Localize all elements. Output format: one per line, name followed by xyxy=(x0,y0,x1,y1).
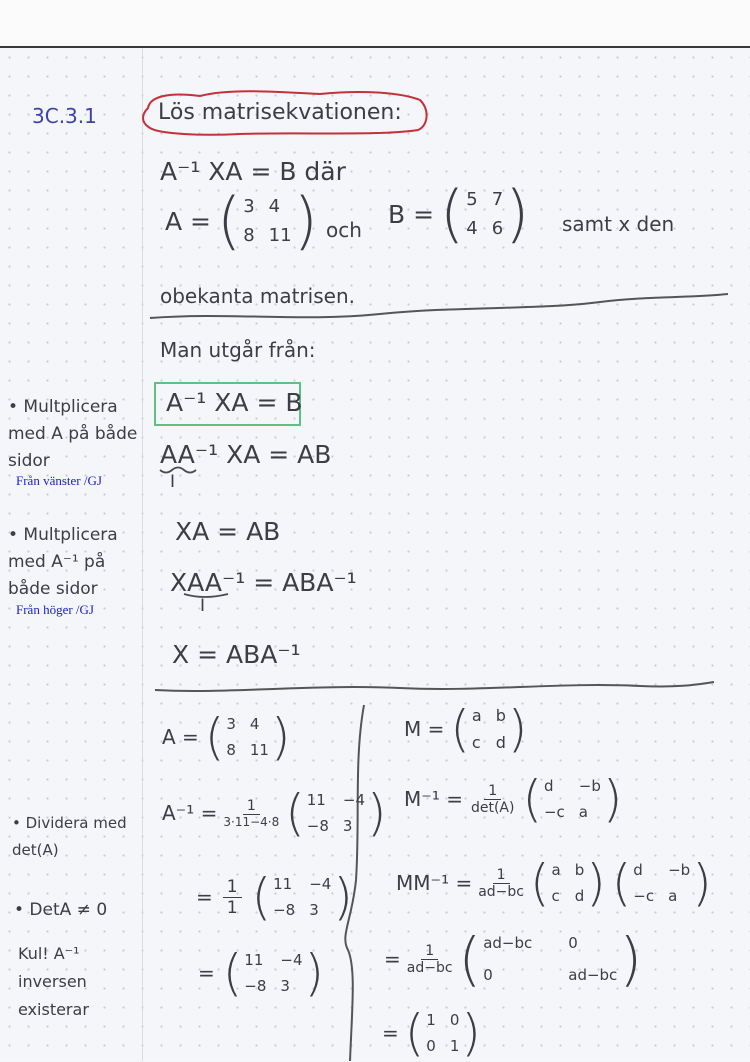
mm-label: MM⁻¹ = xyxy=(396,871,473,895)
matrix-cell: 1 xyxy=(449,1037,460,1055)
matrix-cell: −4 xyxy=(280,951,303,969)
fraction xyxy=(223,798,279,829)
matrix-cell: 4 xyxy=(466,218,478,239)
matrix-adjugate: ( d −b −c a ) xyxy=(611,854,712,912)
typed-note-right: Från höger /GJ xyxy=(16,602,94,617)
numerator: 1 xyxy=(493,867,510,884)
matrix-cell: 3 xyxy=(243,196,255,217)
note-multiply-ainv: • Multplicera med A⁻¹ på både sidor xyxy=(8,525,118,599)
och-text: och xyxy=(326,218,362,242)
equals-sign: = xyxy=(198,961,215,985)
matrix-cell: 0 xyxy=(568,934,578,952)
b-label: B = xyxy=(388,199,435,229)
matrix-cell: −b xyxy=(578,777,601,795)
matrix-cell: d xyxy=(574,887,585,905)
matrix-cell: ad−bc xyxy=(483,934,533,952)
matrix-cell: 8 xyxy=(226,741,236,759)
denominator: ad−bc xyxy=(406,959,453,976)
fraction xyxy=(407,943,453,976)
matrix-cell: a xyxy=(471,706,482,725)
matrix-cell: 3 xyxy=(226,715,236,733)
matrix-cell: 3 xyxy=(280,977,290,995)
m-definition xyxy=(404,700,528,758)
matrix-cell: 5 xyxy=(466,189,478,210)
matrix-cell: ad−bc xyxy=(568,966,618,984)
matrix-cell: d xyxy=(495,733,506,752)
note-multiply-a: • Multplicera med A på både sidor xyxy=(8,397,138,471)
matrix-adjugate: ( 11 −4 −8 3 ) xyxy=(251,868,353,926)
identity-label: I xyxy=(200,596,206,616)
matrix-cell: 4 xyxy=(268,196,281,217)
matrix-cell: −c xyxy=(633,887,655,905)
matrix-cell: 0 xyxy=(483,966,493,984)
step3-equation: XAA⁻¹ = ABA⁻¹ xyxy=(170,568,357,597)
matrix-cell: 0 xyxy=(449,1011,460,1029)
matrix-cell: a xyxy=(668,887,678,905)
matrix-cell: 3 xyxy=(309,901,319,919)
matrix-cell: c xyxy=(471,733,481,752)
matrix-adjugate: ( 11 −4 −8 3 ) xyxy=(285,784,387,842)
a-label: A = xyxy=(162,725,199,749)
matrix-cell: 11 xyxy=(306,791,326,809)
equals-sign: = xyxy=(196,885,213,909)
ainv-label: A⁻¹ = xyxy=(162,801,218,825)
problem-title: Lös matrisekvationen: xyxy=(158,100,402,125)
lower-a-definition xyxy=(162,708,291,766)
matrix-cell: b xyxy=(574,861,585,879)
step1-equation: AA⁻¹ XA = AB xyxy=(160,440,332,469)
matrix-cell: d xyxy=(543,777,554,795)
matrix-cell: 11 xyxy=(244,951,264,969)
matrix-a: ( 3 4 8 11 ) xyxy=(204,708,291,766)
matrix-cell: 11 xyxy=(249,741,269,759)
matrix-cell: −8 xyxy=(306,817,329,835)
denominator: 1 xyxy=(226,897,238,918)
matrix-cell: 1 xyxy=(426,1011,436,1029)
mm-product xyxy=(396,854,712,912)
denominator: det(A) xyxy=(470,799,515,816)
matrix-cell: −4 xyxy=(342,791,365,809)
note-det: • DetA ≠ 0 xyxy=(14,900,108,920)
matrix-cell: −4 xyxy=(309,875,332,893)
boxed-equation: A⁻¹ XA = B xyxy=(166,388,303,417)
step4-equation: X = ABA⁻¹ xyxy=(172,640,301,669)
matrix-cell: d xyxy=(633,861,643,879)
matrix-cell: 11 xyxy=(273,875,293,893)
matrix-b: ( 5 7 4 6 ) xyxy=(440,177,530,250)
matrix-cell: −c xyxy=(543,803,565,821)
minv-formula xyxy=(404,770,623,828)
note-kul: Kul! A⁻¹ inversen existerar xyxy=(18,944,89,1019)
samt-text: samt x den xyxy=(562,212,675,236)
fraction xyxy=(471,783,515,816)
matrix-det: ( ad−bc 0 0 ad−bc ) xyxy=(458,925,642,993)
fraction xyxy=(478,867,524,900)
matrix-cell: b xyxy=(495,706,506,725)
numerator: 1 xyxy=(223,877,242,898)
step2-equation: XA = AB xyxy=(175,517,281,546)
intro-text: Man utgår från: xyxy=(160,338,316,362)
numerator: 1 xyxy=(243,798,260,815)
note-divide: • Dividera med det(A) xyxy=(12,814,127,859)
matrix-cell: 0 xyxy=(426,1037,436,1055)
matrix-cell: 8 xyxy=(243,225,255,246)
matrix-b-definition xyxy=(388,177,530,250)
matrix-m: ( a b c d ) xyxy=(529,854,606,912)
equation-line: A⁻¹ XA = B där xyxy=(160,157,346,186)
matrix-cell: 7 xyxy=(491,189,504,210)
identity-label: I xyxy=(170,472,176,492)
ainv-simplified xyxy=(196,868,353,926)
matrix-cell: 3 xyxy=(342,817,353,835)
matrix-ainv: ( 11 −4 −8 3 ) xyxy=(222,944,325,1002)
numerator: 1 xyxy=(421,943,438,960)
identity-result xyxy=(382,1004,481,1062)
matrix-m: ( a b c d ) xyxy=(450,700,528,758)
denominator: ad−bc xyxy=(478,883,524,900)
obekanta-text: obekanta matrisen. xyxy=(160,284,355,308)
matrix-cell: −8 xyxy=(244,977,267,995)
matrix-cell: c xyxy=(551,887,560,905)
numerator: 1 xyxy=(484,783,501,800)
equals-sign: = xyxy=(382,1021,399,1045)
fraction xyxy=(223,877,242,918)
matrix-cell: 6 xyxy=(491,218,504,239)
typed-note-left: Från vänster /GJ xyxy=(16,473,102,488)
m-label: M = xyxy=(404,717,445,741)
matrix-a-definition xyxy=(165,184,318,257)
ainv-computation xyxy=(162,784,387,842)
identity-matrix: ( 1 0 0 1 ) xyxy=(404,1004,481,1062)
matrix-a: ( 3 4 8 11 ) xyxy=(217,184,318,257)
equals-sign: = xyxy=(384,947,401,971)
matrix-cell: a xyxy=(578,803,588,821)
matrix-cell: −b xyxy=(668,861,691,879)
matrix-adjugate: ( d −b −c a ) xyxy=(522,770,623,828)
matrix-cell: 4 xyxy=(249,715,260,733)
matrix-cell: a xyxy=(551,861,561,879)
a-label: A = xyxy=(165,206,211,236)
denominator: 3·11−4·8 xyxy=(223,814,280,829)
mm-result xyxy=(384,925,642,993)
ainv-result xyxy=(198,944,325,1002)
matrix-cell: 11 xyxy=(268,225,292,246)
problem-number: 3C.3.1 xyxy=(32,104,97,128)
minv-label: M⁻¹ = xyxy=(404,787,463,811)
matrix-cell: −8 xyxy=(273,901,296,919)
